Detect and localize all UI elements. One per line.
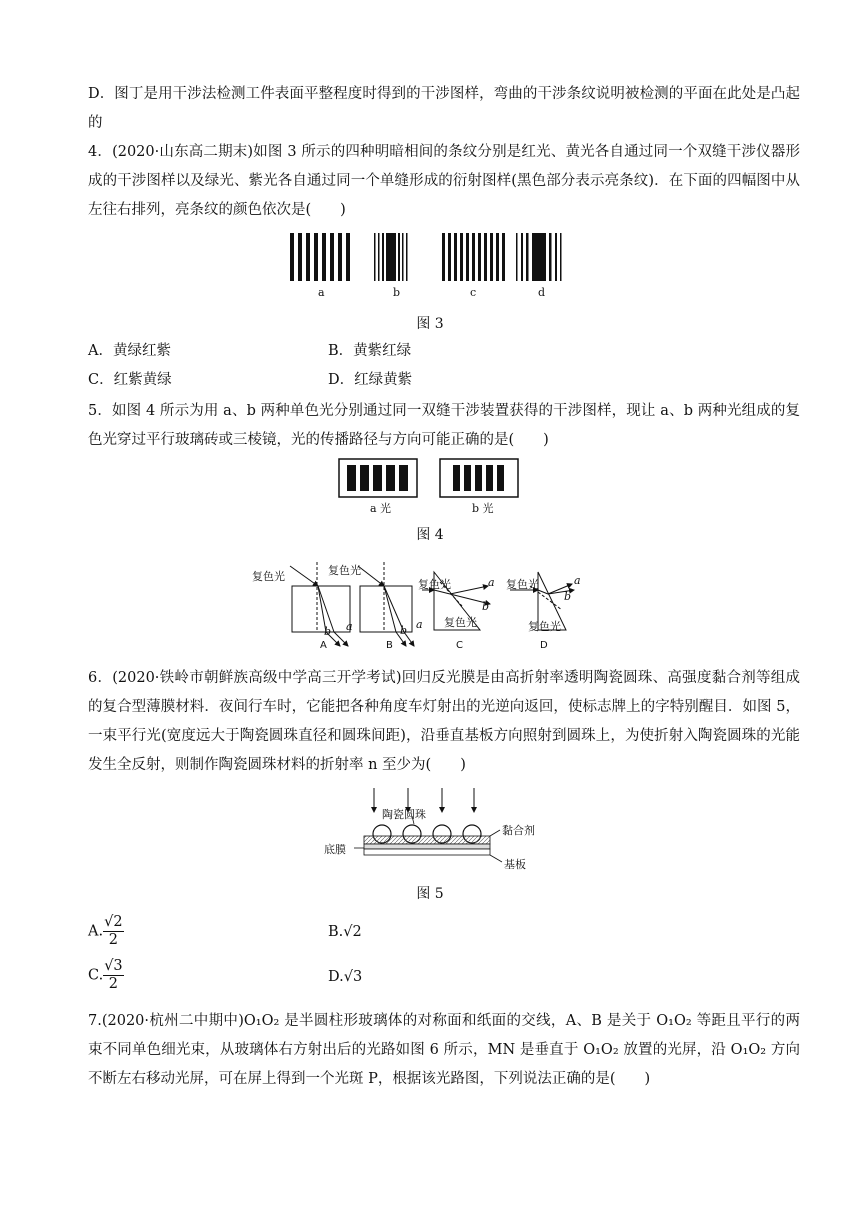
fringe-pattern-b bbox=[374, 233, 408, 281]
fringe-label-c: c bbox=[470, 286, 477, 299]
diagram-c-label-b: b bbox=[482, 600, 490, 613]
figure-3-fringes bbox=[280, 230, 580, 302]
q6-option-a bbox=[88, 914, 124, 949]
q6-option-c bbox=[88, 958, 124, 993]
q6-option-a-numerator: √2 bbox=[104, 914, 123, 930]
diagram-b-label-b: b bbox=[400, 624, 408, 637]
figure-5-film bbox=[324, 786, 544, 872]
diagram-d-composite-out-label: 复色光 bbox=[528, 620, 561, 633]
diagram-b-tag: B bbox=[386, 640, 393, 651]
diagram-c-tag: C bbox=[456, 640, 463, 651]
figure-4-caption: 图 4 bbox=[416, 527, 444, 543]
q6-option-a-fraction bbox=[103, 914, 123, 949]
diagram-d-label-a: a bbox=[574, 574, 581, 587]
diagram-c-composite-out-label: 复色光 bbox=[444, 616, 477, 629]
q6-option-c-fraction bbox=[103, 958, 123, 993]
diagram-d-tag: D bbox=[540, 640, 548, 651]
figure-5-caption: 图 5 bbox=[416, 886, 444, 902]
fringe-pattern-d bbox=[516, 233, 562, 281]
diagram-a-tag: A bbox=[320, 640, 327, 651]
q7-stem: 7.(2020·杭州二中期中)O₁O₂ 是半圆柱形玻璃体的对称面和纸面的交线，A、B 是关于 O₁O₂ 等距且平行的两束不同单色细光束，从玻璃体右方射出后的光路如图 6 所示，MN 是垂直于 O₁O₂ 放置的光屏，沿 O₁O₂ 方向不断左右移动光屏，可在屏上得到一个光斑 P，根据该光路图，下列说法正确的是( ) bbox=[88, 1013, 800, 1087]
q4-option-d: D．红绿黄紫 bbox=[328, 372, 413, 388]
pattern-b-label: b 光 bbox=[472, 502, 494, 515]
diagram-d-composite-label: 复色光 bbox=[506, 578, 539, 591]
diagram-b-composite-label: 复色光 bbox=[328, 564, 361, 577]
diagram-a-label-b: b bbox=[324, 625, 332, 638]
bead-label: 陶瓷圆珠 bbox=[382, 808, 426, 821]
q4-option-c: C．红紫黄绿 bbox=[88, 372, 172, 388]
q5-option-diagrams bbox=[252, 560, 582, 652]
adhesive-label: 黏合剂 bbox=[502, 824, 535, 837]
q3-option-d: D．图丁是用干涉法检测工件表面平整程度时得到的干涉图样，弯曲的干涉条纹说明被检测的平面在此处是凸起的 bbox=[88, 86, 800, 131]
fringe-label-a: a bbox=[318, 286, 325, 299]
diagram-d-label-b: b bbox=[564, 590, 572, 603]
q6-stem: 6．(2020·铁岭市朝鲜族高级中学高三开学考试)回归反光膜是由高折射率透明陶瓷圆珠、高强度黏合剂等组成的复合型薄膜材料．夜间行车时，它能把各种角度车灯射出的光逆向返回，使标志牌上的字特别醒目．如图 5，一束平行光(宽度远大于陶瓷圆珠直径和圆珠间距)，沿垂直基板方向照射到圆珠上，为使折射入陶瓷圆珠的光能发生全反射，则制作陶瓷圆珠材料的折射率 n 至少为( ) bbox=[88, 670, 800, 773]
base-film-label: 底膜 bbox=[324, 843, 346, 856]
figure-3-caption: 图 3 bbox=[416, 316, 444, 332]
figure-4-patterns bbox=[338, 458, 528, 515]
q4-option-b: B．黄紫红绿 bbox=[328, 343, 412, 359]
pattern-a-label: a 光 bbox=[370, 502, 392, 515]
q6-option-b: B.√2 bbox=[328, 924, 362, 940]
fringe-label-d: d bbox=[538, 286, 546, 299]
pattern-a-light bbox=[339, 459, 417, 497]
q5-stem: 5．如图 4 所示为用 a、b 两种单色光分别通过同一双缝干涉装置获得的干涉图样，现让 a、b 两种光组成的复色光穿过平行玻璃砖或三棱镜，光的传播路径与方向可能正确的是( ) bbox=[88, 403, 800, 448]
diagram-b-label-a: a bbox=[416, 618, 423, 631]
substrate-label: 基板 bbox=[504, 858, 526, 871]
q4-option-a: A．黄绿红紫 bbox=[88, 343, 171, 359]
fringe-label-b: b bbox=[393, 286, 401, 299]
base-film-layer bbox=[364, 844, 490, 849]
q6-option-d: D.√3 bbox=[328, 969, 363, 985]
pattern-b-light bbox=[440, 459, 518, 497]
diagram-c-label-a: a bbox=[488, 576, 495, 589]
q4-stem: 4．(2020·山东高二期末)如图 3 所示的四种明暗相间的条纹分别是红光、黄光各自通过同一个双缝干涉仪器形成的干涉图样以及绿光、紫光各自通过同一个单缝形成的衍射图样(黑色部分表示亮条纹)．在下面的四幅图中从左往右排列，亮条纹的颜色依次是( ) bbox=[88, 144, 800, 218]
diagram-c-composite-label: 复色光 bbox=[418, 578, 451, 591]
diagram-a-composite-label: 复色光 bbox=[252, 570, 285, 583]
q6-option-c-prefix: C. bbox=[88, 967, 104, 984]
diagram-a-label-a: a bbox=[346, 620, 353, 633]
fringe-pattern-c bbox=[442, 233, 505, 281]
q6-option-c-numerator: √3 bbox=[104, 958, 123, 974]
q6-option-a-prefix: A. bbox=[88, 923, 104, 940]
adhesive-layer bbox=[364, 836, 490, 844]
q6-option-a-denominator: 2 bbox=[108, 932, 118, 948]
fringe-pattern-a bbox=[290, 233, 350, 281]
substrate-layer bbox=[364, 849, 490, 855]
q6-option-c-denominator: 2 bbox=[108, 976, 119, 992]
